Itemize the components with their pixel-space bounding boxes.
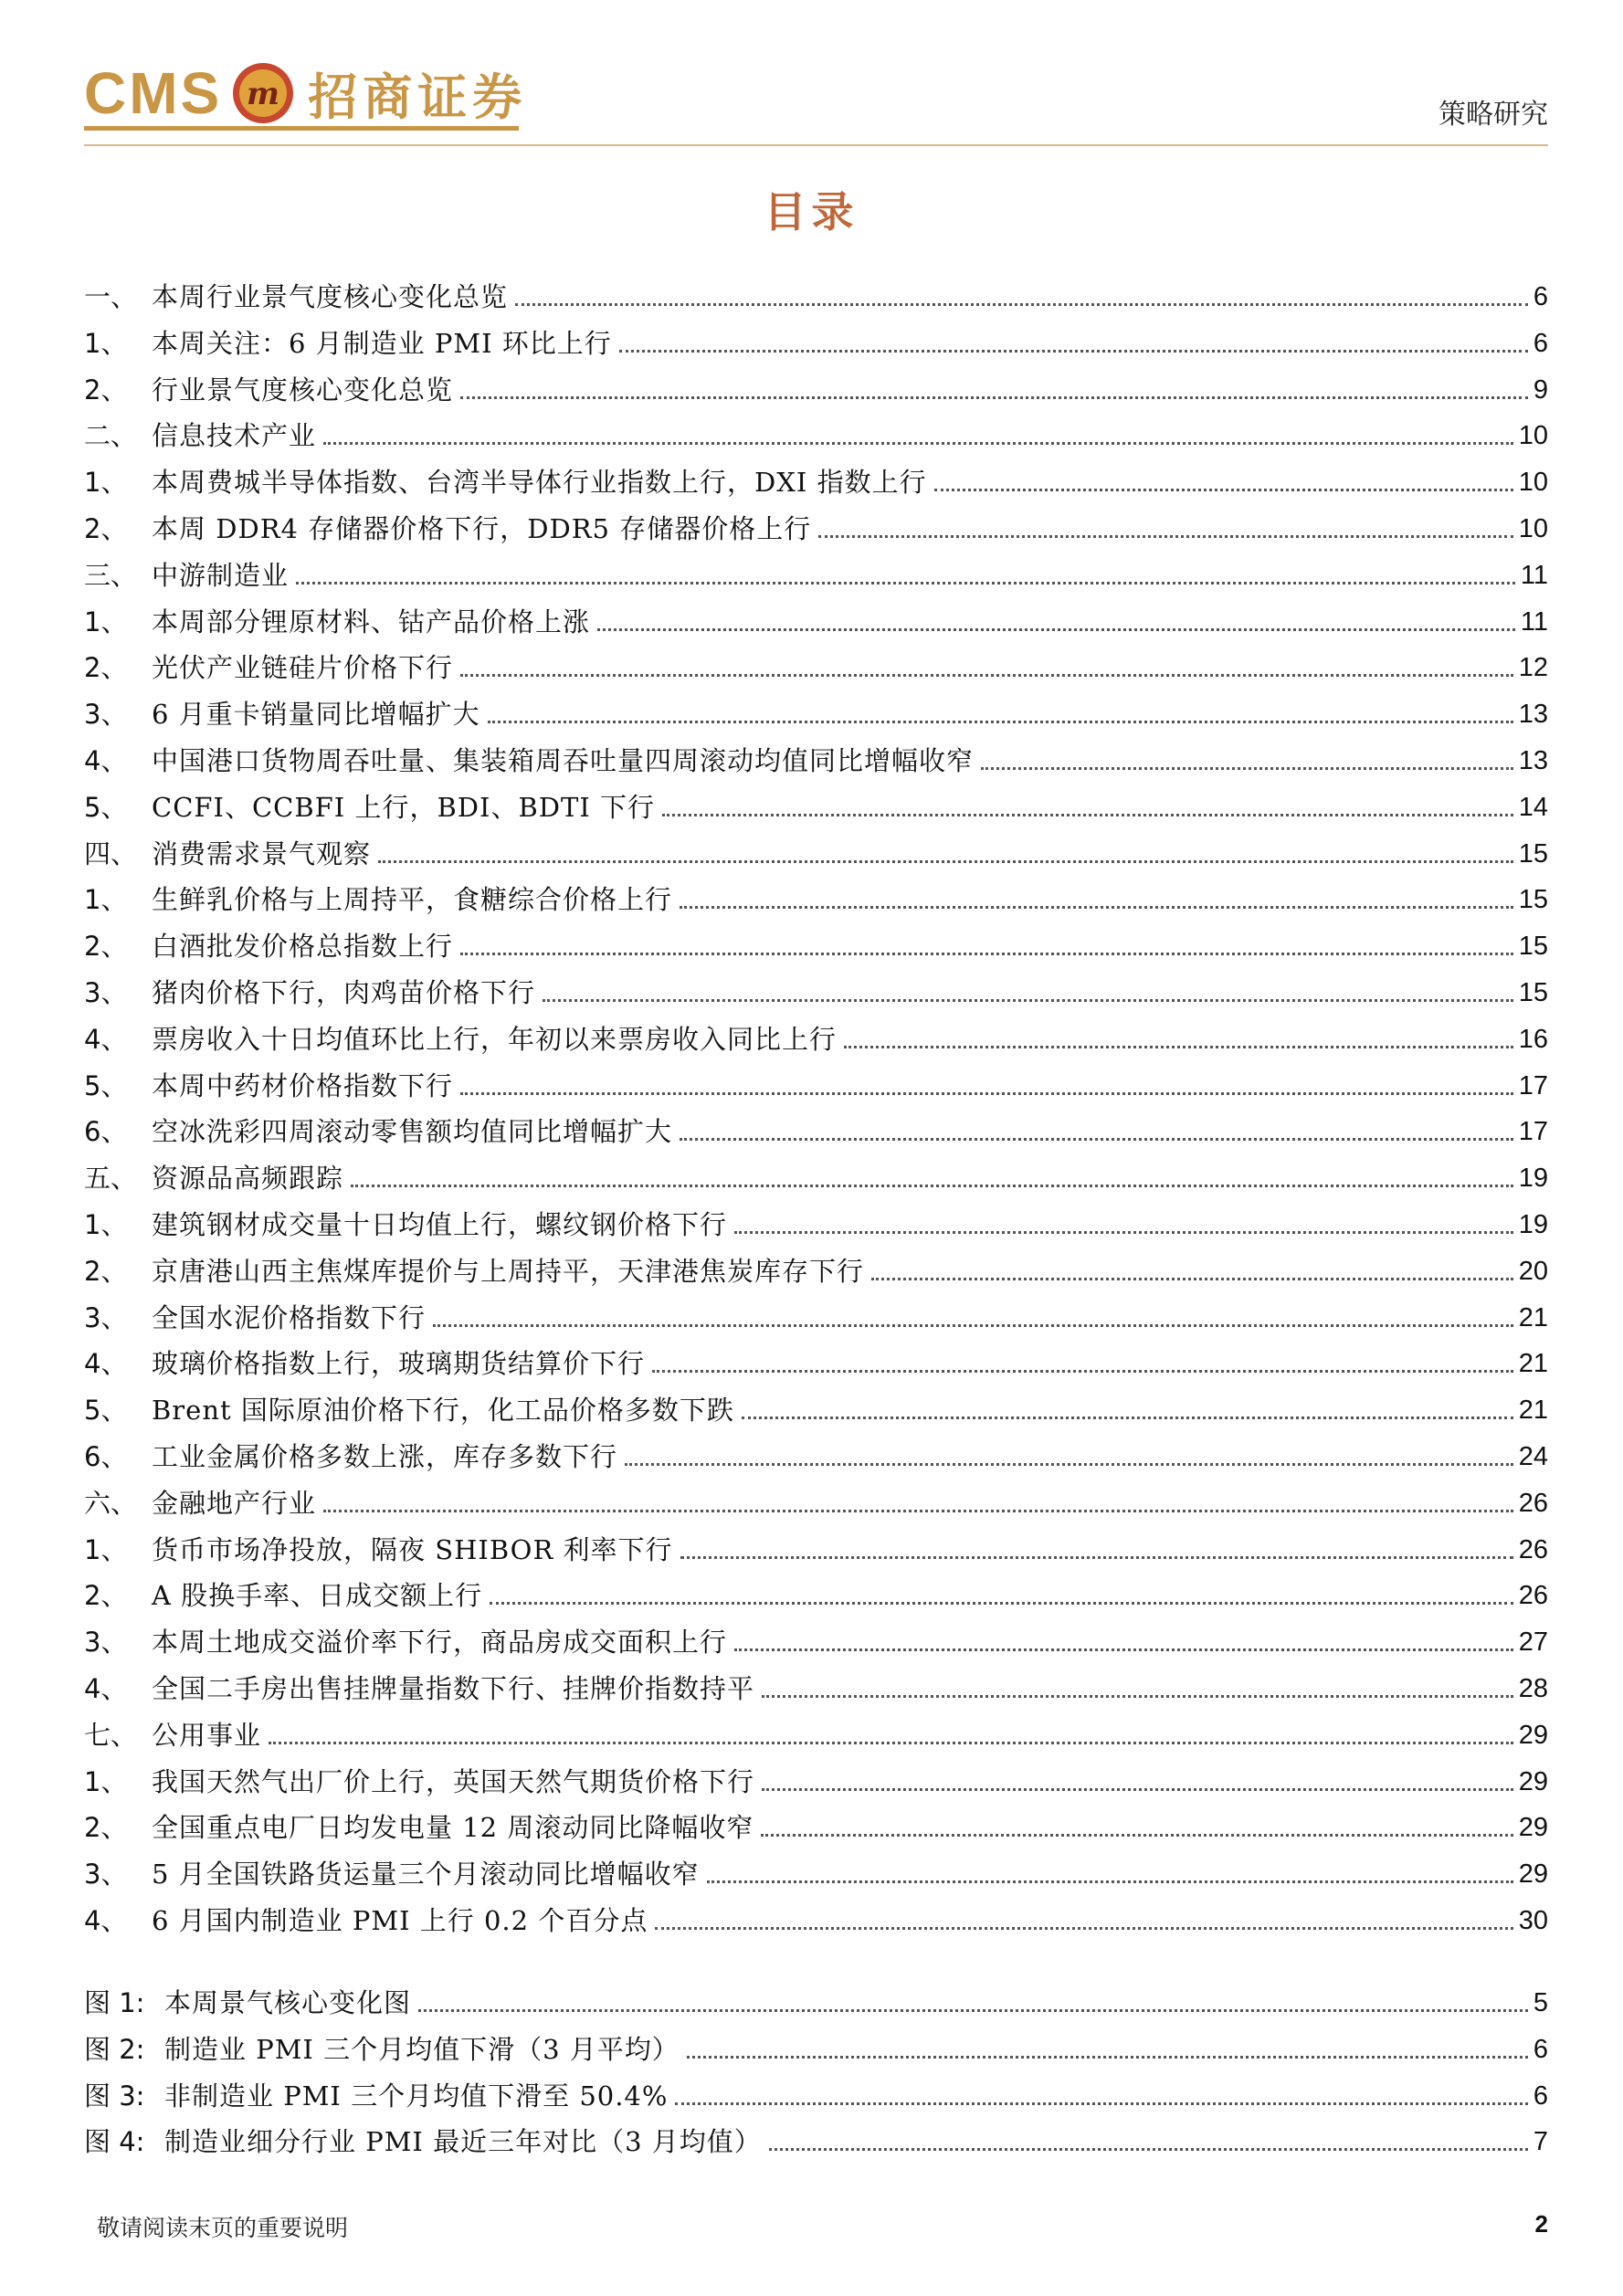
toc-entry-page: 21	[1518, 1396, 1548, 1426]
toc-entry-title: 本周部分锂原材料、钴产品价格上涨	[152, 606, 591, 637]
toc-entry-title: 6 月国内制造业 PMI 上行 0.2 个百分点	[152, 1905, 648, 1936]
toc-entry[interactable]	[84, 1016, 1548, 1057]
page-footer	[84, 2210, 1548, 2265]
toc-entry-page: 15	[1518, 885, 1548, 915]
toc-entry-page: 28	[1518, 1674, 1548, 1703]
figure-entry[interactable]	[84, 2027, 1548, 2067]
toc-entry[interactable]	[84, 1712, 1548, 1753]
toc-entry-title: Brent 国际原油价格下行，化工品价格多数下跌	[152, 1395, 734, 1427]
toc-entry[interactable]	[84, 274, 1548, 314]
logo-cms-text: CMS	[84, 60, 223, 126]
toc-entry-title: 票房收入十日均值环比上行，年初以来票房收入同比上行	[152, 1023, 838, 1055]
logo-underline	[84, 126, 519, 131]
toc-entry[interactable]	[84, 1480, 1548, 1521]
dot-leader	[844, 1046, 1513, 1048]
toc-entry-number: 2、	[84, 652, 128, 684]
figure-entry[interactable]	[84, 2119, 1548, 2159]
dot-leader	[707, 1880, 1513, 1883]
toc-entry-number: 5、	[84, 1395, 128, 1427]
figure-entry-number: 图 3:	[84, 2080, 145, 2112]
toc-entry-title: 全国重点电厂日均发电量 12 周滚动同比降幅收窄	[152, 1812, 754, 1844]
toc-entry[interactable]	[84, 1805, 1548, 1845]
toc-entry-number: 6、	[84, 1441, 128, 1472]
toc-entry-title: 工业金属价格多数上涨，库存多数下行	[152, 1441, 618, 1472]
toc-entry[interactable]	[84, 506, 1548, 546]
toc-entry[interactable]	[84, 1434, 1548, 1474]
toc-entry-title: 信息技术产业	[152, 420, 317, 452]
toc-entry-title: 货币市场净投放，隔夜 SHIBOR 利率下行	[152, 1533, 673, 1565]
toc-entry[interactable]	[84, 1666, 1548, 1706]
dot-leader	[597, 628, 1515, 631]
toc-entry-number: 6、	[84, 1116, 128, 1148]
dot-leader	[433, 1324, 1513, 1327]
dot-leader	[378, 860, 1513, 863]
figure-entry-number: 图 4:	[84, 2126, 145, 2158]
toc-entry-number: 2、	[84, 374, 128, 405]
toc-entry-title: 中国港口货物周吞吐量、集装箱周吞吐量四周滚动均值同比增幅收窄	[152, 745, 975, 776]
toc-entry[interactable]	[84, 970, 1548, 1010]
figure-entry[interactable]	[84, 2073, 1548, 2113]
toc-entry-number: 4、	[84, 1905, 128, 1936]
dot-leader	[734, 1231, 1513, 1234]
toc-entry-title: 光伏产业链硅片价格下行	[152, 652, 454, 684]
toc-entry-title: 全国二手房出售挂牌量指数下行、挂牌价指数持平	[152, 1673, 755, 1704]
toc-entry-title: 行业景气度核心变化总览	[152, 374, 454, 405]
toc-entry-title: 生鲜乳价格与上周持平，食糖综合价格上行	[152, 884, 673, 916]
dot-leader	[460, 1092, 1513, 1095]
dot-leader	[652, 1370, 1513, 1373]
toc-entry[interactable]	[84, 1155, 1548, 1195]
dot-leader	[762, 1788, 1513, 1791]
toc-entry-page: 9	[1533, 374, 1548, 405]
toc-entry-number: 3、	[84, 1859, 128, 1891]
toc-entry-page: 6	[1533, 328, 1548, 358]
toc-entry-page: 10	[1518, 468, 1548, 498]
toc-entry-title: 空冰洗彩四周滚动零售额均值同比增幅扩大	[152, 1116, 673, 1148]
toc-entry-number: 1、	[84, 884, 128, 916]
toc-entry[interactable]	[84, 923, 1548, 964]
company-logo	[84, 57, 527, 130]
toc-entry-page: 29	[1518, 1813, 1548, 1843]
toc-entry-number: 1、	[84, 606, 128, 637]
dot-leader	[296, 582, 1515, 585]
toc-entry-page: 12	[1518, 653, 1548, 683]
toc-entry-number: 4、	[84, 1673, 128, 1704]
toc-entry-number: 四、	[84, 837, 138, 869]
toc-entry[interactable]	[84, 738, 1548, 778]
toc-entry-number: 1、	[84, 467, 128, 499]
toc-entry-page: 30	[1518, 1906, 1548, 1935]
toc-entry[interactable]	[84, 785, 1548, 825]
toc-entry-title: CCFI、CCBFI 上行，BDI、BDTI 下行	[152, 791, 656, 823]
toc-entry[interactable]	[84, 321, 1548, 361]
toc-entry[interactable]	[84, 599, 1548, 639]
toc-entry-number: 4、	[84, 1023, 128, 1055]
toc-entry-page: 15	[1518, 838, 1548, 869]
dot-leader	[675, 2102, 1527, 2105]
toc-entry-number: 2、	[84, 931, 128, 963]
toc-entry-number: 二、	[84, 420, 138, 452]
toc-entry-title: 中游制造业	[152, 559, 290, 591]
figure-entry-page: 6	[1533, 2080, 1548, 2111]
toc-title: 目录	[764, 187, 859, 237]
toc-entry[interactable]	[84, 413, 1548, 453]
figure-entry-page: 5	[1533, 1988, 1548, 2017]
toc-entry-title: 全国水泥价格指数下行	[152, 1301, 427, 1333]
toc-entry-page: 16	[1518, 1024, 1548, 1054]
toc-entry[interactable]	[84, 877, 1548, 917]
toc-entry[interactable]	[84, 1202, 1548, 1242]
toc-entry-title: 玻璃价格指数上行，玻璃期货结算价下行	[152, 1348, 646, 1380]
toc-entry-number: 2、	[84, 1255, 128, 1287]
toc-entry-page: 29	[1518, 1720, 1548, 1750]
toc-entry[interactable]	[84, 1573, 1548, 1613]
toc-entry-page: 11	[1520, 606, 1548, 637]
toc-entry-title: 建筑钢材成交量十日均值上行，螺纹钢价格下行	[152, 1209, 728, 1240]
dot-leader	[460, 674, 1513, 677]
toc-entry-page: 21	[1518, 1349, 1548, 1379]
toc-entry-number: 3、	[84, 699, 128, 731]
dot-leader	[680, 906, 1513, 909]
toc-entry[interactable]	[84, 1527, 1548, 1567]
figure-entry-number: 图 2:	[84, 2033, 145, 2065]
dot-leader	[323, 1510, 1513, 1512]
toc-entry-page: 11	[1520, 560, 1548, 590]
toc-entry-number: 4、	[84, 745, 128, 776]
toc-entry-title: 资源品高频跟踪	[152, 1163, 344, 1195]
figure-entry-number: 图 1:	[84, 1987, 145, 2018]
toc-entry-number: 1、	[84, 1209, 128, 1240]
figure-entry-page: 7	[1533, 2127, 1548, 2157]
dot-leader	[488, 721, 1513, 723]
toc-entry-title: 我国天然气出厂价上行，英国天然气期货价格下行	[152, 1765, 755, 1797]
toc-entry-number: 六、	[84, 1487, 138, 1519]
dot-leader	[687, 2056, 1528, 2059]
toc-entry-page: 6	[1533, 282, 1548, 311]
toc-entry[interactable]	[84, 1619, 1548, 1659]
toc-entry-page: 15	[1518, 978, 1548, 1007]
dot-leader	[323, 442, 1513, 445]
disclaimer-note: 敬请阅读末页的重要说明	[97, 2215, 349, 2241]
header-divider	[84, 144, 1548, 146]
toc-entry-page: 26	[1518, 1488, 1548, 1518]
dot-leader	[934, 489, 1513, 491]
toc-entry-page: 21	[1518, 1302, 1548, 1332]
toc-entry-number: 1、	[84, 327, 128, 359]
toc-entry-page: 27	[1518, 1627, 1548, 1658]
toc-entry-page: 26	[1518, 1534, 1548, 1564]
figure-entry-page: 6	[1533, 2034, 1548, 2064]
logo-chinese-name: 招商证券	[308, 67, 528, 126]
figure-entry-title: 本周景气核心变化图	[164, 1987, 412, 2018]
toc-entry-page: 17	[1518, 1117, 1548, 1147]
logo-mark-icon	[231, 61, 295, 125]
dot-leader	[490, 1602, 1513, 1605]
dot-leader	[460, 953, 1513, 955]
figure-entry-title: 制造业细分行业 PMI 最近三年对比（3 月均值）	[164, 2126, 762, 2158]
toc-entry[interactable]	[84, 1248, 1548, 1289]
page-header	[0, 0, 1623, 155]
dot-leader	[418, 2009, 1528, 2012]
dot-leader	[871, 1278, 1513, 1280]
section-label: 策略研究	[1439, 99, 1548, 131]
toc-entry-title: 本周行业景气度核心变化总览	[152, 281, 509, 312]
toc-entry-title: 6 月重卡销量同比增幅扩大	[152, 699, 480, 731]
logo-mark-letter: m	[247, 76, 280, 112]
toc-entry-number: 2、	[84, 513, 128, 544]
toc-entry-title: 5 月全国铁路货运量三个月滚动同比增幅收窄	[152, 1859, 700, 1891]
toc-entry-title: 本周费城半导体指数、台湾半导体行业指数上行，DXI 指数上行	[152, 467, 927, 499]
toc-entry-number: 4、	[84, 1348, 128, 1380]
toc-entry-title: 消费需求景气观察	[152, 837, 372, 869]
toc-entry-number: 1、	[84, 1533, 128, 1565]
toc-entry-page: 24	[1518, 1442, 1548, 1471]
toc-entry-number: 3、	[84, 1627, 128, 1659]
dot-leader	[761, 1834, 1512, 1837]
toc-entry-page: 10	[1518, 514, 1548, 543]
toc-entry-page: 13	[1518, 746, 1548, 775]
toc-entry[interactable]	[84, 1759, 1548, 1799]
figure-entry-title: 非制造业 PMI 三个月均值下滑至 50.4%	[164, 2080, 669, 2112]
toc-entry-number: 1、	[84, 1765, 128, 1797]
toc-entry-page: 29	[1518, 1766, 1548, 1796]
toc-entry-title: A 股换手率、日成交额上行	[152, 1580, 483, 1612]
toc-entry-number: 3、	[84, 1301, 128, 1333]
toc-entry[interactable]	[84, 1851, 1548, 1891]
toc-entry-page: 20	[1518, 1256, 1548, 1286]
toc-entry-number: 2、	[84, 1812, 128, 1844]
dot-leader	[742, 1417, 1513, 1419]
toc-entry[interactable]	[84, 1387, 1548, 1427]
toc-entry-page: 13	[1518, 700, 1548, 730]
dot-leader	[762, 1695, 1513, 1698]
dot-leader	[662, 814, 1513, 816]
toc-entry-number: 三、	[84, 559, 138, 591]
dot-leader	[351, 1185, 1513, 1187]
toc-entry-number: 五、	[84, 1163, 138, 1195]
dot-leader	[769, 2148, 1528, 2151]
dot-leader	[515, 303, 1528, 306]
dot-leader	[734, 1648, 1513, 1651]
dot-leader	[680, 1138, 1513, 1141]
toc-entry[interactable]	[84, 691, 1548, 732]
toc-entry-title: 猪肉价格下行，肉鸡苗价格下行	[152, 977, 536, 1008]
toc-entry-page: 17	[1518, 1070, 1548, 1101]
toc-entry-title: 京唐港山西主焦煤库提价与上周持平，天津港焦炭库存下行	[152, 1255, 865, 1287]
toc-entry-number: 七、	[84, 1719, 138, 1751]
toc-entry[interactable]	[84, 1109, 1548, 1149]
dot-leader	[269, 1742, 1513, 1744]
toc-entry-number: 3、	[84, 977, 128, 1008]
toc-entry-page: 19	[1518, 1210, 1548, 1239]
toc-entry-page: 29	[1518, 1859, 1548, 1890]
toc-entry[interactable]	[84, 1295, 1548, 1335]
toc-entry-title: 本周关注：6 月制造业 PMI 环比上行	[152, 327, 612, 359]
toc-entry-title: 公用事业	[152, 1719, 262, 1751]
figure-entry[interactable]	[84, 1980, 1548, 2020]
toc-entry-number: 一、	[84, 281, 138, 312]
page-number: 2	[1534, 2210, 1548, 2238]
toc-entry-number: 2、	[84, 1580, 128, 1612]
dot-leader	[818, 535, 1513, 538]
toc-entry-page: 10	[1518, 421, 1548, 451]
toc-entry-number: 5、	[84, 791, 128, 823]
dot-leader	[460, 396, 1528, 399]
toc-entry[interactable]	[84, 367, 1548, 407]
toc-entry[interactable]	[84, 1898, 1548, 1938]
toc-entry-page: 19	[1518, 1164, 1548, 1194]
figure-entry-title: 制造业 PMI 三个月均值下滑（3 月平均）	[164, 2033, 680, 2065]
toc-entry-title: 金融地产行业	[152, 1487, 317, 1519]
toc-entry-page: 14	[1518, 792, 1548, 822]
toc-entry-page: 26	[1518, 1581, 1548, 1611]
toc-entry[interactable]	[84, 1341, 1548, 1381]
toc-entry-title: 本周 DDR4 存储器价格下行，DDR5 存储器价格上行	[152, 513, 812, 544]
dot-leader	[543, 999, 1513, 1002]
dot-leader	[619, 350, 1528, 353]
toc-entry[interactable]	[84, 1063, 1548, 1103]
toc-entry-title: 本周中药材价格指数下行	[152, 1069, 454, 1101]
toc-entry[interactable]	[84, 645, 1548, 685]
dot-leader	[655, 1927, 1512, 1930]
toc-entry-title: 白酒批发价格总指数上行	[152, 931, 454, 963]
toc-entry[interactable]	[84, 553, 1548, 593]
dot-leader	[625, 1463, 1513, 1466]
toc-entry-title: 本周土地成交溢价率下行，商品房成交面积上行	[152, 1627, 728, 1659]
dot-leader	[981, 767, 1513, 770]
toc-entry-page: 15	[1518, 932, 1548, 962]
toc-entry[interactable]	[84, 459, 1548, 500]
toc-entry[interactable]	[84, 831, 1548, 871]
dot-leader	[680, 1556, 1513, 1559]
toc-entry-number: 5、	[84, 1069, 128, 1101]
